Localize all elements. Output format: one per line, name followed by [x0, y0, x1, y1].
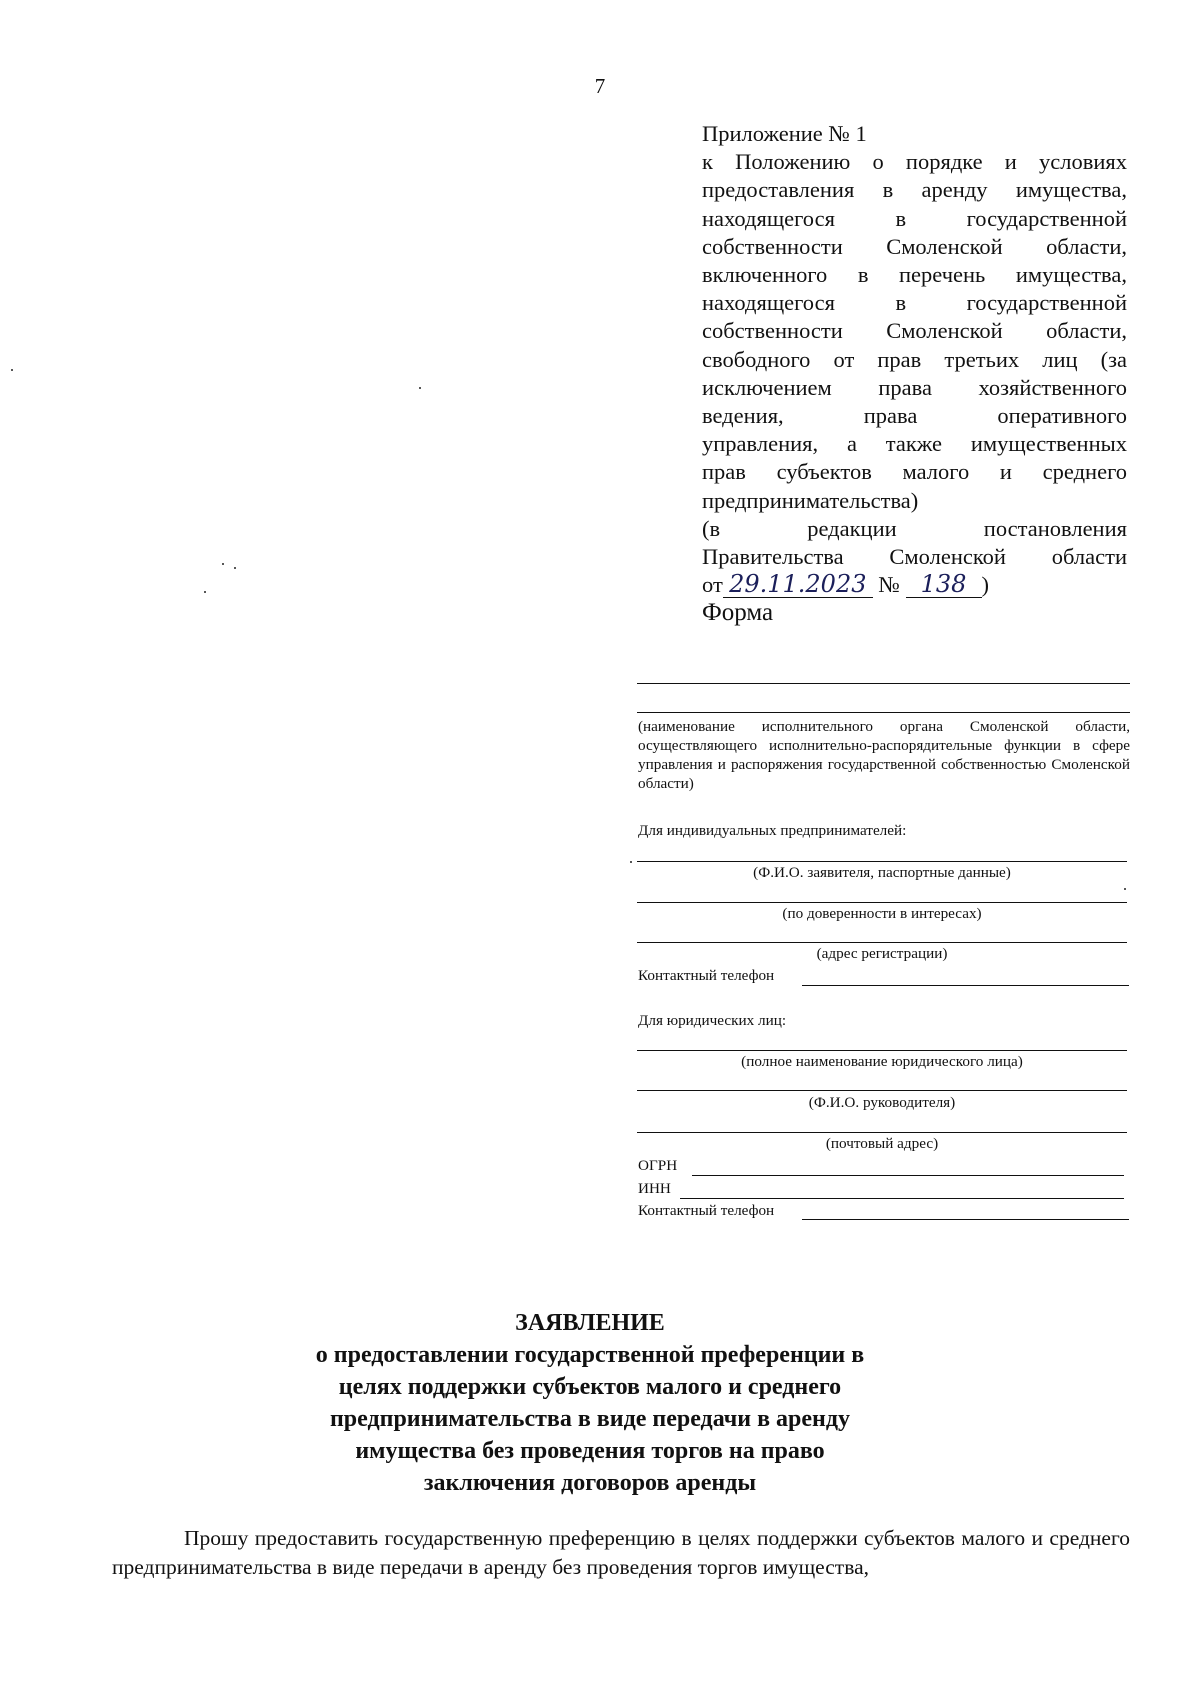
scan-speck	[1124, 888, 1126, 890]
edition-line: (в редакции постановления	[702, 515, 1127, 541]
annex-line-last: предпринимательства)	[702, 487, 919, 513]
legal-phone-label: Контактный телефон	[638, 1202, 775, 1219]
fio-line	[637, 861, 1127, 862]
annex-line: включенного в перечень имущества,	[702, 262, 1127, 288]
scan-speck	[630, 861, 632, 863]
scan-speck	[234, 567, 236, 569]
annex-line: к Положению о порядке и условиях	[702, 149, 1127, 175]
organ-caption: (наименование исполнительного органа Смоленской области, осуществляющего исполнительно-распорядительные функции в сфере управления и распоряжения государственной собственностью Смоленской области)	[638, 718, 1130, 792]
ip-phone-label: Контактный телефон	[638, 967, 775, 984]
handwritten-date: 29.11.2023	[729, 570, 867, 599]
head-line	[637, 1090, 1127, 1091]
scan-speck	[204, 591, 206, 593]
form-label: Форма	[702, 599, 774, 627]
proxy-line	[637, 902, 1127, 903]
statement-title: ЗАЯВЛЕНИЕ	[515, 1310, 665, 1336]
statement-subtitle-line: заключения договоров аренды	[423, 1470, 757, 1496]
ogrn-line	[692, 1175, 1124, 1176]
legal-heading: Для юридических лиц:	[638, 1012, 787, 1029]
legal-name-line	[637, 1050, 1127, 1051]
annex-line: находящегося в государственной	[702, 205, 1127, 231]
handwritten-number: 138	[920, 570, 967, 599]
individuals-heading: Для индивидуальных предпринимателей:	[638, 822, 907, 839]
annex-line: находящегося в государственной	[702, 290, 1127, 316]
organ-line-1	[637, 683, 1130, 684]
scan-speck	[222, 563, 224, 565]
number-prefix: №	[878, 572, 900, 598]
legal-name-caption: (полное наименование юридического лица)	[741, 1053, 1023, 1070]
annex-line: собственности Смоленской области,	[702, 233, 1127, 259]
annex-line: предоставления в аренду имущества,	[702, 177, 1127, 203]
address-line	[637, 942, 1127, 943]
ogrn-label: ОГРН	[638, 1157, 678, 1174]
annex-line: ведения, права оперативного	[702, 403, 1127, 429]
scan-speck	[11, 369, 13, 371]
annex-line: собственности Смоленской области,	[702, 318, 1127, 344]
annex-title: Приложение № 1	[702, 121, 867, 146]
date-prefix: от	[702, 572, 723, 598]
annex-line: прав субъектов малого и среднего	[702, 459, 1127, 485]
annex-line: свободного от прав третьих лиц (за	[702, 346, 1127, 372]
postal-line	[637, 1132, 1127, 1133]
address-caption: (адрес регистрации)	[816, 945, 948, 962]
annex-header	[702, 120, 1127, 628]
statement-subtitle-line: о предоставлении государственной преференции в	[315, 1342, 865, 1368]
annex-line: исключением права хозяйственного	[702, 374, 1127, 400]
statement-body: Прошу предоставить государственную преференцию в целях поддержки субъектов малого и среднего предпринимательства в виде передачи в аренду без проведения торгов имущества,	[112, 1526, 1130, 1579]
statement-subtitle-line: целях поддержки субъектов малого и среднего	[338, 1374, 842, 1400]
statement-subtitle-line: предпринимательства в виде передачи в аренду	[329, 1406, 851, 1432]
fio-caption: (Ф.И.О. заявителя, паспортные данные)	[753, 864, 1011, 881]
statement-subtitle-line: имущества без проведения торгов на право	[355, 1438, 825, 1464]
date-number-line	[702, 571, 1127, 599]
closing-paren: )	[981, 572, 990, 598]
legal-phone-line	[802, 1219, 1129, 1220]
proxy-caption: (по доверенности в интересах)	[782, 905, 982, 922]
inn-label: ИНН	[638, 1180, 671, 1197]
ip-phone-line	[802, 985, 1129, 986]
head-caption: (Ф.И.О. руководителя)	[808, 1094, 956, 1111]
edition-line: Правительства Смоленской области	[702, 544, 1127, 570]
scan-speck	[419, 387, 421, 389]
page-number: 7	[594, 74, 606, 98]
organ-line-2	[637, 712, 1130, 713]
postal-caption: (почтовый адрес)	[825, 1135, 939, 1152]
inn-line	[680, 1198, 1124, 1199]
annex-line: управления, а также имущественных	[702, 431, 1127, 457]
